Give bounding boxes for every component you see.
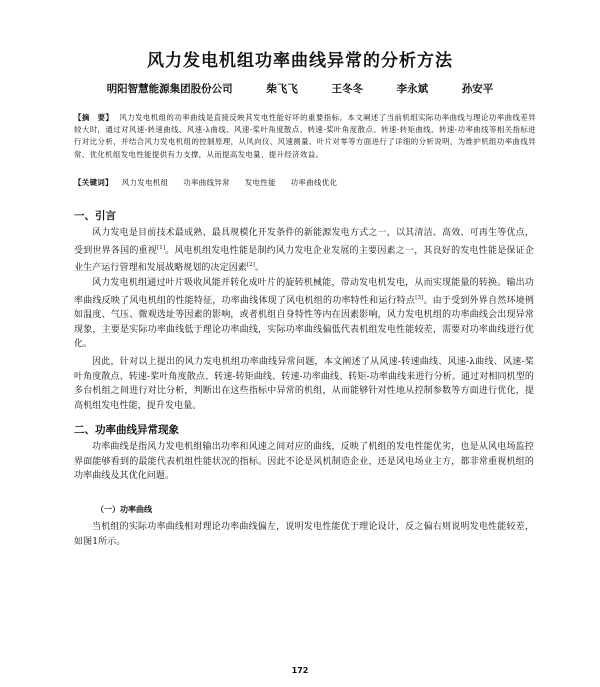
keyword: 功率曲线异常 xyxy=(183,178,230,187)
keywords-label: 【关键词】 xyxy=(74,178,113,187)
author-line xyxy=(0,81,600,96)
keywords xyxy=(74,177,536,188)
author-name: 柴飞飞 xyxy=(266,83,298,95)
paragraph: 因此，针对以上提出的风力发电机组功率曲线异常问题，本文阐述了从风速-转速曲线、风速-λ曲线、风速-桨叶角度散点、转速-桨叶角度散点、转速-转矩曲线、转速-功率曲线、转矩-功率曲线来进行分析。通过对相同机型的多台机组之间进行对比分析，判断出在这些指标中异常的机组，从而能够针对性地从控制参数等方面进行优化，提高机组发电性能，提升发电量。 xyxy=(74,357,534,411)
abstract-text: 风力发电机组的功率曲线是直接反映其发电性能好坏的重要指标。本文阐述了当前机组实际功率曲线与理论功率曲线差异较大时，通过对风速-转速曲线、风速-λ曲线、风速-桨叶角度散点、转速-桨叶角度散点、转速-转矩曲线、转速-功率曲线等相关指标进行对比分析，并结合风力发电机组的控制原理，从风向仪、风速测量、叶片对零等方面进行了详细的分析说明，为维护机组功率曲线异常、优化机组发电性能提供有力支撑，从而提高发电量、提升经济效益。 xyxy=(74,113,536,159)
author-name: 孙安平 xyxy=(461,83,494,95)
paper-title: 风力发电机组功率曲线异常的分析方法 xyxy=(147,51,453,71)
abstract-label: 【摘 要】 xyxy=(74,113,114,122)
subsection-heading: （一）功率曲线 xyxy=(96,504,152,514)
paragraph: 风力发电机组通过叶片吸收风能并转化成叶片的旋转机械能，带动发电机发电，从而实现能量的转换。输出功率曲线反映了风电机组的性能特征，功率曲线体现了风电机组的功率特性和运行特点[3]。由于受到外界自然环境例如温度、气压、微观选址等因素的影响，或者机组自身特性等内在因素影响，风力发电机组的功率曲线会出现异常现象，主要是实际功率曲线低于理论功率曲线，实际功率曲线偏低代表机组发电性能较差，需要对功率曲线进行优化。 xyxy=(74,278,534,349)
author-name: 王冬冬 xyxy=(331,83,363,95)
section-heading-power-curve-anomaly: 二、功率曲线异常现象 xyxy=(74,424,179,436)
keyword: 功率曲线优化 xyxy=(290,178,338,187)
citation: [3] xyxy=(415,294,424,301)
author-name: 李永斌 xyxy=(396,83,429,95)
page-number: 172 xyxy=(291,666,309,675)
paragraph: 风力发电是目前技术最成熟、最具规模化开发条件的新能源发电方式之一，以其清洁、高效、可再生等优点，受到世界各国的重视[1]。风电机组发电性能是制约风力发电企业发展的主要因素之一，其良好的发电性能是保证企业生产运行管理和发展战略规划的决定因素[2]。 xyxy=(74,228,534,273)
section-heading-introduction: 一、引言 xyxy=(74,210,116,222)
keyword: 发电性能 xyxy=(244,178,276,187)
abstract xyxy=(74,112,536,161)
citation: [1] xyxy=(157,244,166,251)
citation: [2] xyxy=(246,262,255,268)
affiliation: 明阳智慧能源集团股份公司 xyxy=(106,83,233,95)
paragraph: 当机组的实际功率曲线相对理论功率曲线偏左，说明发电性能优于理论设计，反之偏右则说明发电性能较差，如图1所示。 xyxy=(74,522,534,547)
paragraph: 功率曲线是指风力发电机组输出功率和风速之间对应的曲线，反映了机组的发电性能优劣，也是从风电场监控界面能够看到的最能代表机组性能状况的指标。因此不论是风机制造企业，还是风电场业主方，都非常重视机组的功率曲线及其优化问题。 xyxy=(74,442,534,481)
keyword: 风力发电机组 xyxy=(121,178,169,187)
